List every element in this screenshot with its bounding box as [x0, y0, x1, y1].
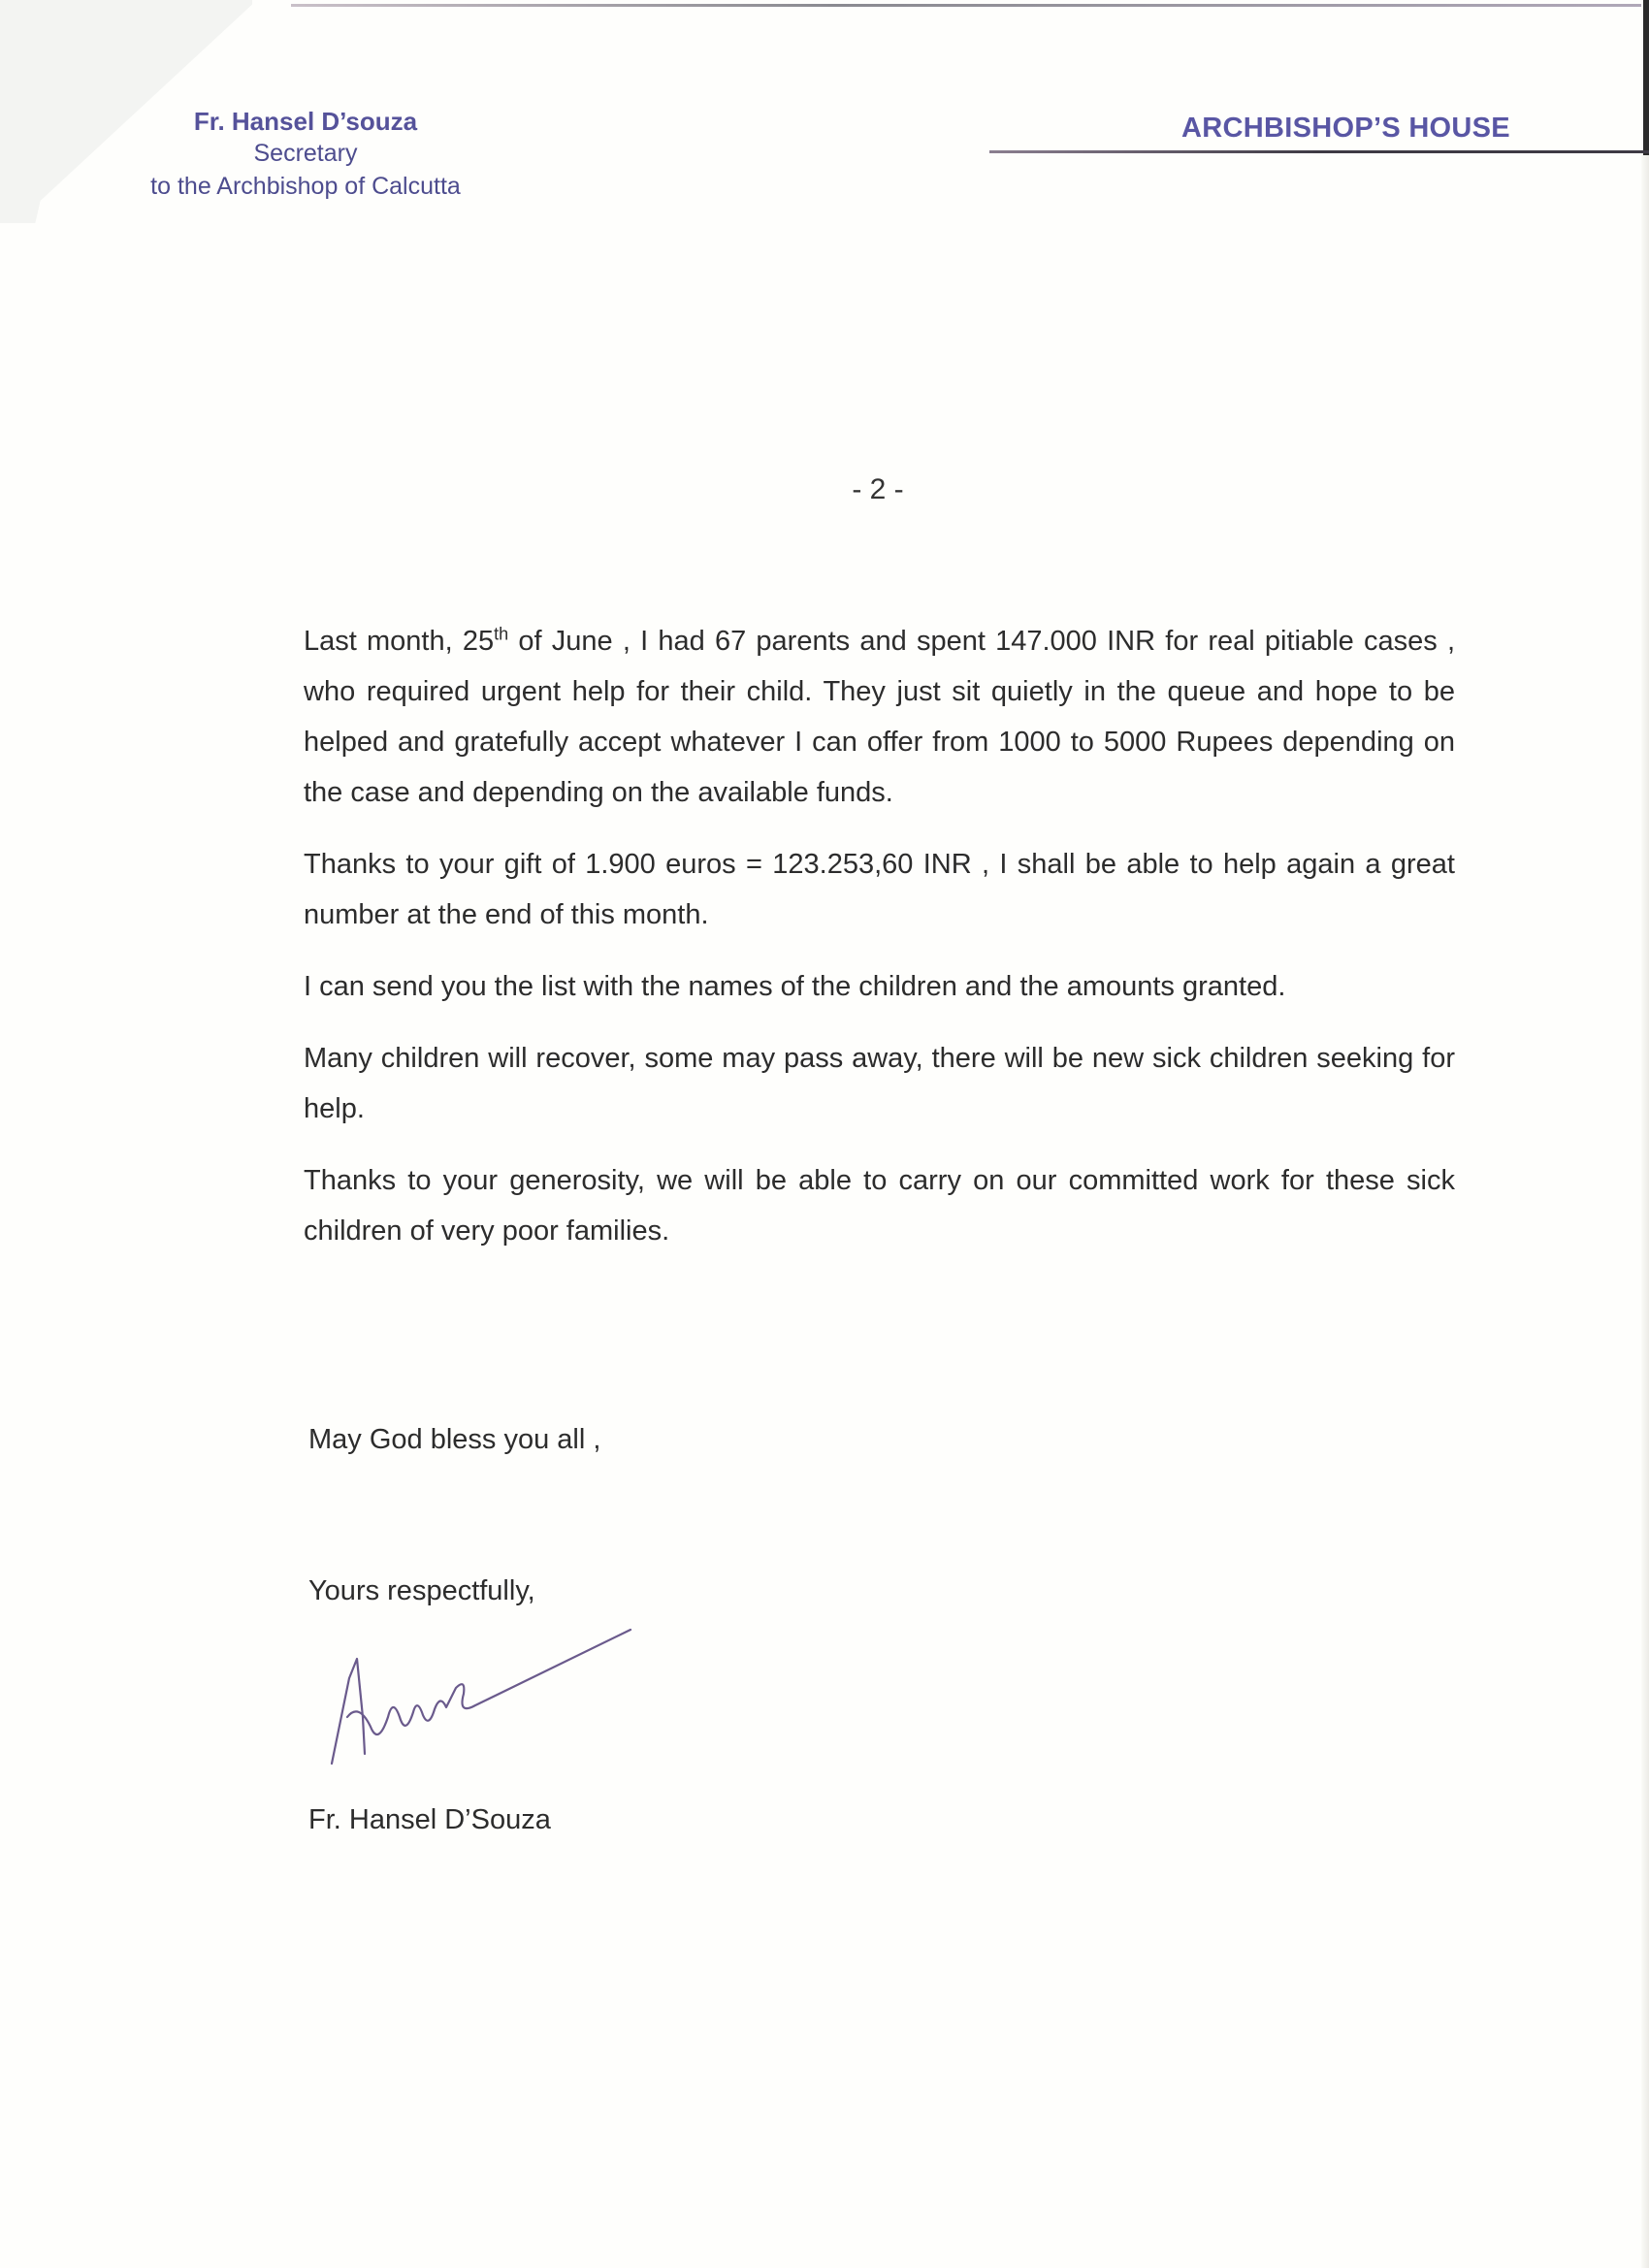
- paragraph-2: Thanks to your gift of 1.900 euros = 123.253,60 INR , I shall be able to help again a great number at the end of this month.: [304, 849, 1455, 930]
- page-top-edge: [291, 4, 1649, 7]
- paragraph-1: [304, 616, 1455, 818]
- sender-affiliation: to the Archbishop of Calcutta: [150, 173, 461, 200]
- sender-name: Fr. Hansel D’souza: [193, 107, 418, 136]
- paragraph-1-rest: of June , I had 67 parents and spent 147.000 INR for real pitiable cases , who required urgent help for their child. They just sit quietly in the queue and hope to be helped and gratefully accept whatever I can offer from 1000 to 5000 Rupees depending on the case and depending on the available funds.: [304, 626, 1455, 808]
- signatory-name: Fr. Hansel D’Souza: [308, 1804, 551, 1835]
- blessing-line: May God bless you all ,: [308, 1424, 601, 1455]
- ordinal-suffix: th: [494, 624, 509, 644]
- institution-name: ARCHBISHOP’S HOUSE: [1181, 113, 1510, 144]
- paragraph-3: I can send you the list with the names of the children and the amounts granted.: [304, 971, 1286, 1002]
- signature-icon: [320, 1601, 669, 1775]
- scan-edge-mark: [1643, 0, 1649, 155]
- salutation: Yours respectfully,: [308, 1575, 535, 1606]
- page-number: - 2 -: [852, 473, 904, 505]
- letterhead-sender-block: [102, 107, 509, 203]
- sender-title: Secretary: [253, 140, 358, 167]
- paragraph-5: Thanks to your generosity, we will be able to carry on our committed work for these sick children of very poor families.: [304, 1165, 1455, 1247]
- letter-body: [304, 616, 1455, 1278]
- header-divider: [989, 150, 1649, 153]
- paragraph-1-start: Last month, 25: [304, 626, 495, 657]
- paragraph-4: Many children will recover, some may pass away, there will be new sick children seeking for help.: [304, 1043, 1455, 1124]
- page-right-edge: [1641, 0, 1649, 2268]
